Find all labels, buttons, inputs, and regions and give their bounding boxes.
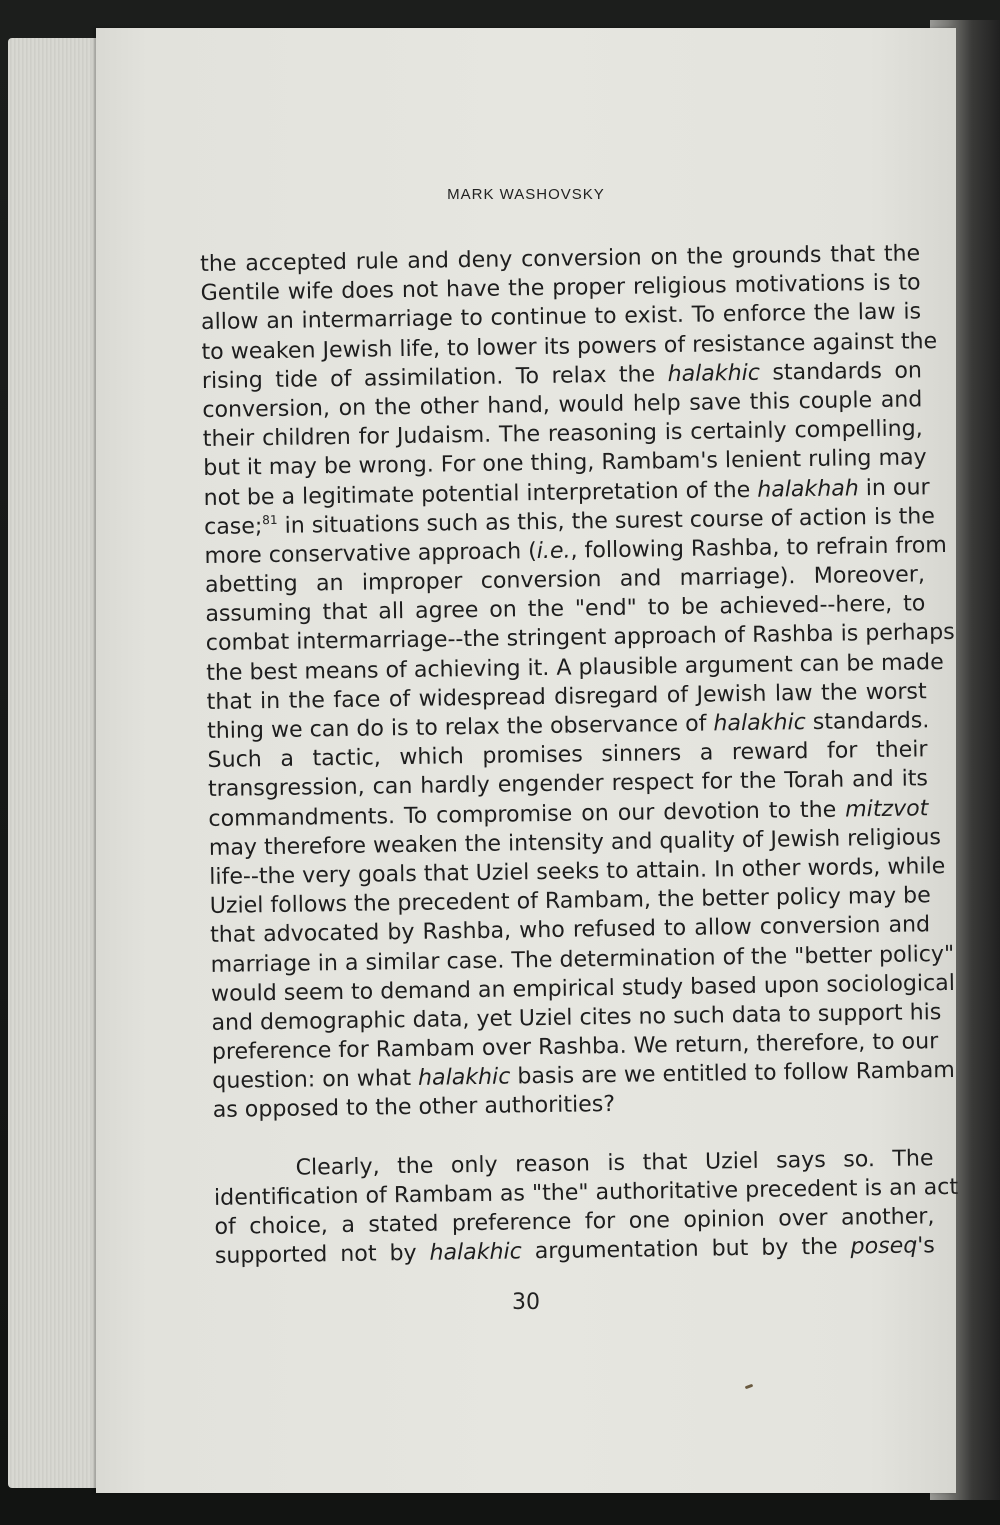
- body-text: [200, 239, 959, 1271]
- text-line: assuming that all agree on the "end" to be achieved--here, to: [205, 590, 926, 628]
- text-line: Clearly, the only reason is that Uziel says so. The: [295, 1144, 934, 1181]
- text-line: supported not by halakhic argumentation but by the poseq's: [214, 1232, 936, 1270]
- paragraph-1: [200, 239, 956, 1125]
- book-page: [96, 28, 959, 1493]
- text-line: the best means of achieving it. A plausible argument can be made: [206, 648, 944, 686]
- text-line: not be a legitimate potential interpretation of the halakhah in our: [203, 473, 930, 511]
- text-line: life--the very goals that Uziel seeks to attain. In other words, while: [209, 852, 946, 890]
- text-line: identification of Rambam as "the" authoritative precedent is an act: [213, 1173, 959, 1211]
- text-line: rising tide of assimilation. To relax the halakhic standards on: [201, 357, 923, 394]
- text-line: may therefore weaken the intensity and quality of Jewish religious: [208, 823, 942, 861]
- paragraph-2: [213, 1144, 959, 1271]
- text-line: would seem to demand an empirical study based upon sociological: [210, 969, 956, 1007]
- text-line: as opposed to the other authorities?: [212, 1091, 616, 1124]
- text-line: preference for Rambam over Rashba. We return, therefore, to our: [211, 1028, 939, 1065]
- text-line: transgression, can hardly engender respect for the Torah and its: [207, 765, 929, 803]
- text-line: Uziel follows the precedent of Rambam, the better policy may be: [209, 882, 931, 920]
- text-line: and demographic data, yet Uziel cites no such data to support his: [211, 998, 942, 1036]
- text-line: marriage in a similar case. The determination of the "better policy": [210, 940, 955, 978]
- text-line: that advocated by Rashba, who refused to allow conversion and: [209, 911, 931, 949]
- text-line: question: on what halakhic basis are we entitled to follow Rambam: [212, 1057, 955, 1095]
- text-line: Gentile wife does not have the proper religious motivations is to: [200, 269, 921, 307]
- text-line: to weaken Jewish life, to lower its powers of resistance against the: [201, 327, 938, 365]
- text-line: that in the face of widespread disregard of Jewish law the worst: [206, 678, 927, 715]
- text-line: commandments. To compromise on our devotion to the mitzvot: [208, 794, 929, 832]
- text-line: but it may be wrong. For one thing, Rambam's lenient ruling may: [203, 444, 927, 482]
- running-head: MARK WASHOVSKY: [447, 186, 605, 203]
- text-line: abetting an improper conversion and marriage). Moreover,: [204, 561, 926, 599]
- text-line: the accepted rule and deny conversion on the grounds that the: [200, 240, 921, 277]
- text-line: thing we can do is to relax the observance of halakhic standards.: [206, 707, 930, 744]
- text-line: allow an intermarriage to continue to exist. To enforce the law is: [200, 298, 922, 336]
- text-line: case;$^{81}$ in situations such as this, the surest course of action is the: [203, 502, 936, 540]
- text-line: their children for Judaism. The reasoning is certainly compelling,: [202, 415, 923, 453]
- text-line: conversion, on the other hand, would help save this couple and: [202, 386, 923, 423]
- text-line: more conservative approach (i.e., following Rashba, to refrain from: [204, 531, 947, 569]
- page-number: 30: [512, 1290, 540, 1315]
- text-line: combat intermarriage--the stringent approach of Rashba is perhaps: [205, 619, 955, 657]
- text-line: Such a tactic, which promises sinners a reward for their: [207, 736, 928, 774]
- text-line: of choice, a stated preference for one opinion over another,: [214, 1203, 935, 1240]
